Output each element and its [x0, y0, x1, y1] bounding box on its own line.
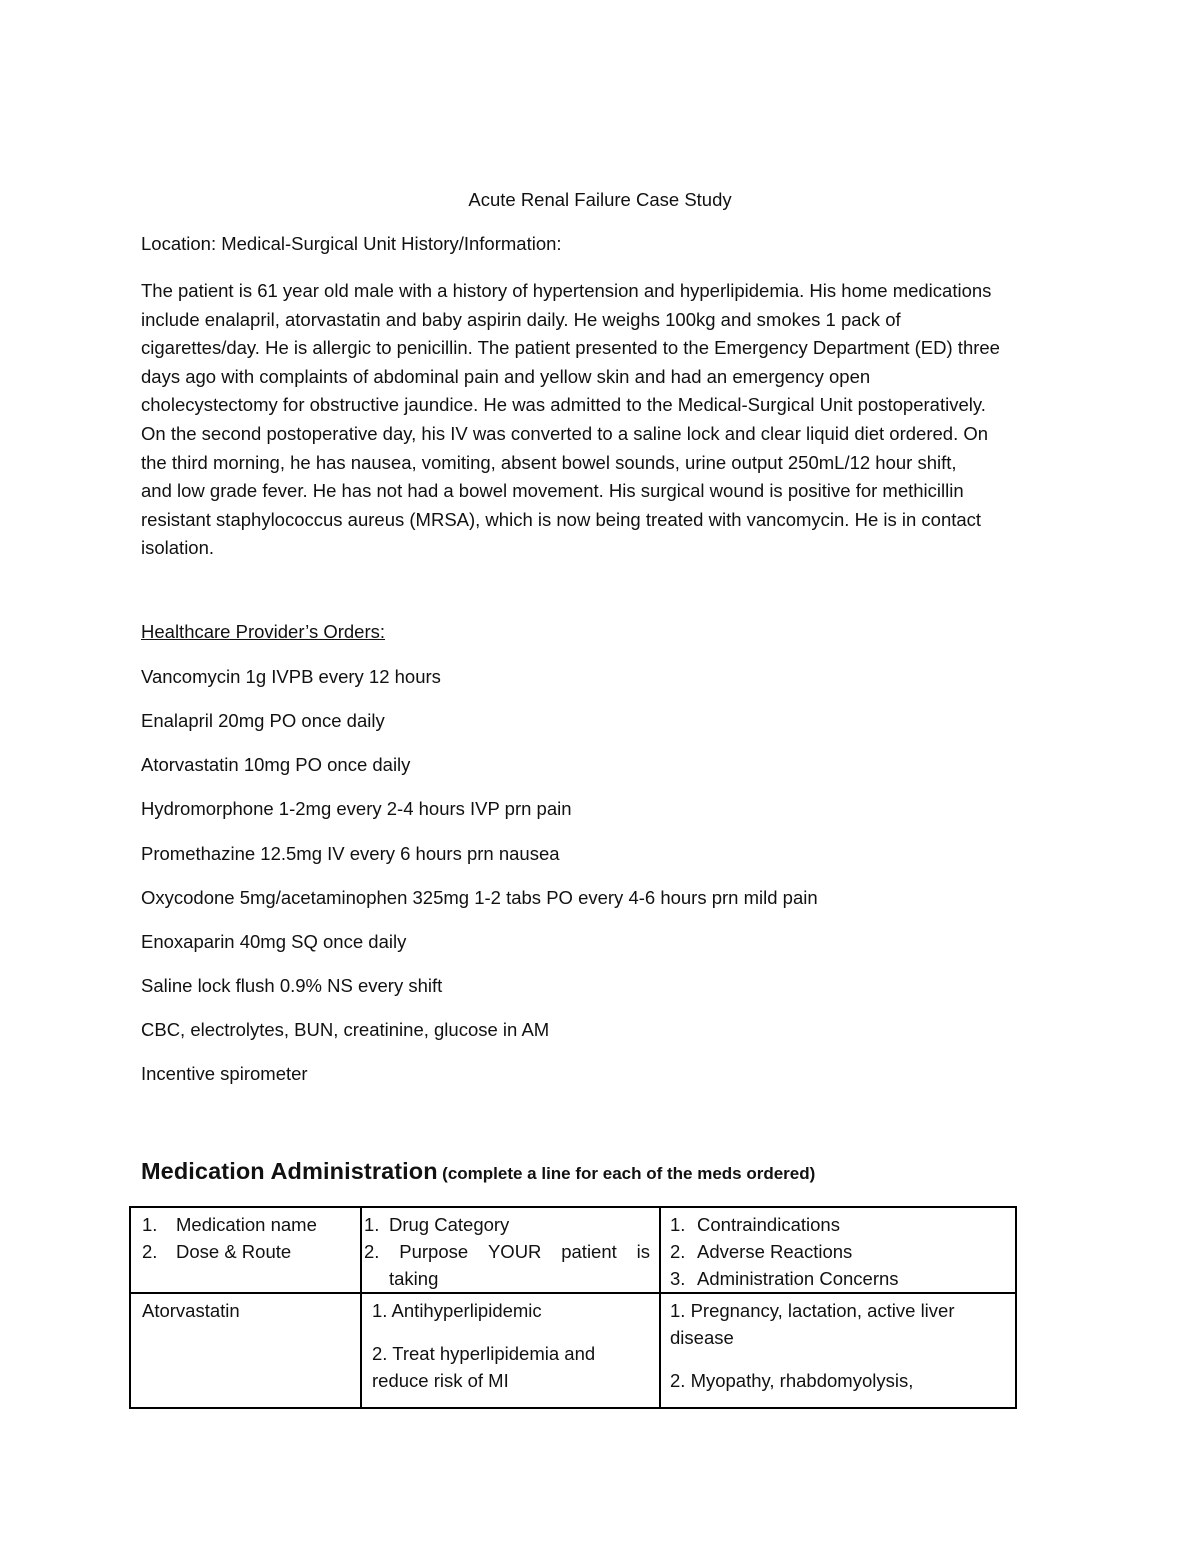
- paragraph-line: include enalapril, atorvastatin and baby aspirin daily. He weighs 100kg and smokes 1 pack of: [141, 308, 901, 330]
- adverse-reactions-text: 2. Myopathy, rhabdomyolysis,: [670, 1370, 914, 1391]
- order-item: Oxycodone 5mg/acetaminophen 325mg 1-2 tabs PO every 4-6 hours prn mild pain: [141, 887, 818, 908]
- contraindications-line: 1. Pregnancy, lactation, active liver: [670, 1300, 955, 1321]
- medication-administration-instructions: (complete a line for each of the meds ordered): [442, 1164, 816, 1183]
- order-item: Incentive spirometer: [141, 1063, 308, 1084]
- order-item: Hydromorphone 1-2mg every 2-4 hours IVP prn pain: [141, 798, 572, 819]
- header-cell-contraindications: [660, 1207, 1016, 1293]
- header-list-item: 1. Drug Category: [364, 1214, 510, 1235]
- header-list-item: 1. Contraindications: [670, 1214, 840, 1235]
- order-item: Enalapril 20mg PO once daily: [141, 710, 385, 731]
- header-list-item-continuation: taking: [389, 1268, 439, 1289]
- orders-heading: Healthcare Provider’s Orders:: [141, 621, 386, 642]
- header-list-item: 2. Dose & Route: [142, 1241, 292, 1262]
- order-item: Enoxaparin 40mg SQ once daily: [141, 931, 407, 952]
- table-header-row: [130, 1207, 1016, 1293]
- order-item: Saline lock flush 0.9% NS every shift: [141, 975, 443, 996]
- purpose-line: reduce risk of MI: [372, 1370, 509, 1391]
- table-row: [130, 1293, 1016, 1408]
- cell-category-purpose: [361, 1293, 660, 1408]
- cell-contraindications-adverse: [660, 1293, 1016, 1408]
- purpose-line: 2. Treat hyperlipidemia and: [372, 1343, 596, 1364]
- header-cell-category: [361, 1207, 660, 1293]
- paragraph-line: cholecystectomy for obstructive jaundice. He was admitted to the Medical-Surgical Unit postoperatively.: [141, 394, 986, 416]
- paragraph-line: isolation.: [141, 537, 215, 559]
- location-line: Location: Medical-Surgical Unit History/Information:: [141, 233, 562, 254]
- order-item: Promethazine 12.5mg IV every 6 hours prn nausea: [141, 843, 560, 864]
- medication-administration-title: Medication Administration: [141, 1158, 438, 1184]
- header-cell-medication: [130, 1207, 361, 1293]
- order-item: Vancomycin 1g IVPB every 12 hours: [141, 666, 441, 687]
- paragraph-line: the third morning, he has nausea, vomiting, absent bowel sounds, urine output 250mL/12 hour shift,: [141, 451, 957, 473]
- order-item: CBC, electrolytes, BUN, creatinine, glucose in AM: [141, 1019, 550, 1040]
- paragraph-line: On the second postoperative day, his IV was converted to a saline lock and clear liquid diet ordered. On: [141, 422, 989, 444]
- header-list-item: 2. Adverse Reactions: [670, 1241, 853, 1262]
- medication-administration-heading: [141, 1158, 815, 1185]
- contraindications-line: disease: [670, 1327, 734, 1348]
- paragraph-line: The patient is 61 year old male with a history of hypertension and hyperlipidemia. His home medications: [141, 280, 992, 301]
- paragraph-line: days ago with complaints of abdominal pain and yellow skin and had an emergency open: [141, 365, 871, 387]
- paragraph-line: cigarettes/day. He is allergic to penicillin. The patient presented to the Emergency Department (ED) three: [141, 337, 1000, 359]
- paragraph-line: resistant staphylococcus aureus (MRSA), which is now being treated with vancomycin. He is in contact: [141, 508, 982, 530]
- document-title: Acute Renal Failure Case Study: [468, 189, 732, 210]
- medication-administration-table: [129, 1206, 1017, 1409]
- order-item: Atorvastatin 10mg PO once daily: [141, 754, 411, 775]
- header-list-item: 1. Medication name: [142, 1214, 317, 1235]
- header-list-item-justified: 2. Purpose YOUR patient is: [364, 1241, 650, 1262]
- paragraph-line: and low grade fever. He has not had a bowel movement. His surgical wound is positive for methicillin: [141, 480, 964, 502]
- header-list-item: 3. Administration Concerns: [670, 1268, 899, 1289]
- patient-history-paragraph: [141, 277, 1066, 563]
- cell-medication-name: Atorvastatin: [130, 1293, 361, 1408]
- drug-category-text: 1. Antihyperlipidemic: [372, 1300, 542, 1321]
